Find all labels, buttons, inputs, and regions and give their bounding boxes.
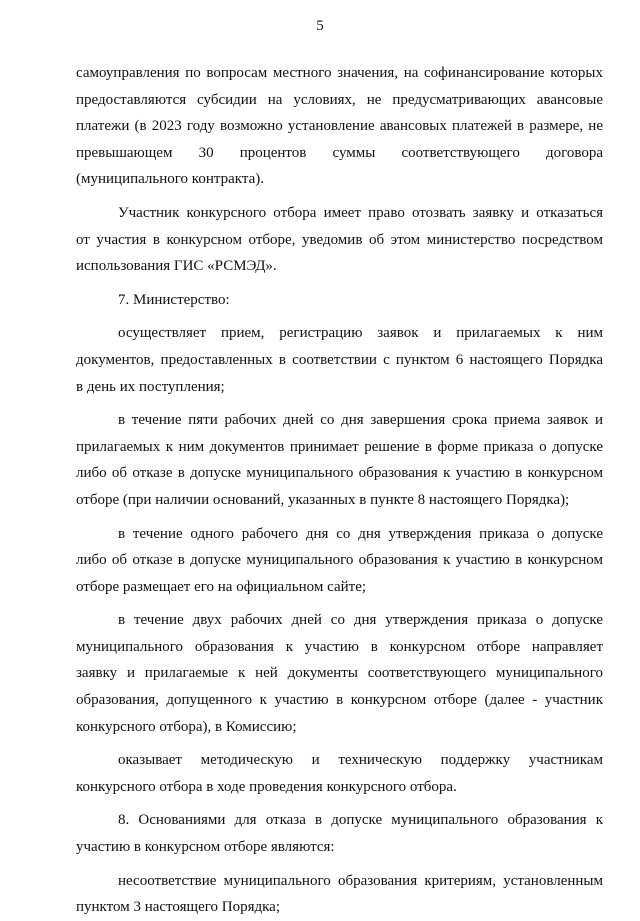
text-line: отборе (при наличии оснований, указанных в пункте 8 настоящего Порядка); [76,491,570,508]
paragraph-gap [76,400,603,407]
paragraph [76,407,603,513]
text-line: либо об отказе в допуске муниципального образования к участию в конкурсном [76,465,603,482]
text-line: предоставляются субсидии на условиях, не предусматривающих авансовые [76,91,603,108]
paragraph-gap [76,193,603,200]
text-line: либо об отказе в допуске муниципального образования к участию в конкурсном [76,552,603,569]
paragraph-gap [76,514,603,521]
paragraph [76,60,603,193]
text-line: осуществляет прием, регистрацию заявок и прилагаемых к ним [118,325,603,342]
text-line: (муниципального контракта). [76,171,264,188]
page-number: 5 [316,18,324,34]
text-line: конкурсного отбора), в Комиссию; [76,718,297,735]
paragraph [76,607,603,740]
text-line: конкурсного отбора в ходе проведения конкурсного отбора. [76,778,457,795]
text-line: использования ГИС «РСМЭД». [76,258,277,275]
paragraph [76,200,603,280]
text-line: в течение пяти рабочих дней со дня завершения срока приема заявок и [118,412,603,429]
text-line: пунктом 3 настоящего Порядка; [76,899,281,916]
text-line: Участник конкурсного отбора имеет право отозвать заявку и отказаться [118,204,603,221]
text-line: отборе размещает его на официальном сайте; [76,578,367,595]
paragraph [76,287,603,314]
text-line: самоуправления по вопросам местного значения, на софинансирование которых [76,65,603,81]
paragraph-gap [76,740,603,747]
text-line: в течение двух рабочих дней со дня утверждения приказа о допуске [118,612,603,629]
text-line: 8. Основаниями для отказа в допуске муниципального образования к [118,812,603,829]
paragraph [76,868,603,921]
paragraph-gap [76,800,603,807]
text-line: несоответствие муниципального образования критериям, установленным [118,872,603,889]
paragraph [76,521,603,601]
text-line: образования, допущенного к участию в конкурсном отборе (далее - участник [76,692,603,709]
paragraph-gap [76,313,603,320]
text-line: участию в конкурсном отборе являются: [76,839,335,856]
text-line: 7. Министерство: [118,291,230,308]
text-line: превышающем 30 процентов суммы соответствующего договора [76,144,603,161]
paragraph [76,320,603,400]
paragraph [76,747,603,800]
text-line: прилагаемых к ним документов принимает решение в форме приказа о допуске [76,438,603,455]
text-line: в течение одного рабочего дня со дня утверждения приказа о допуске [118,525,603,542]
text-line: заявку и прилагаемые к ней документы соответствующего муниципального [76,665,603,682]
text-line: муниципального образования к участию в конкурсном отборе направляет [76,638,603,655]
document-body [76,60,603,921]
text-line: документов, предоставленных в соответствии с пунктом 6 настоящего Порядка [76,351,603,368]
text-line: от участия в конкурсном отборе, уведомив об этом министерство посредством [76,231,603,248]
text-line: оказывает методическую и техническую поддержку участникам [118,752,603,769]
paragraph [76,807,603,860]
text-line: в день их поступления; [76,378,225,395]
paragraph-gap [76,861,603,868]
paragraph-gap [76,600,603,607]
text-line: платежи (в 2023 году возможно установление авансовых платежей в размере, не [76,118,603,135]
paragraph-gap [76,280,603,287]
